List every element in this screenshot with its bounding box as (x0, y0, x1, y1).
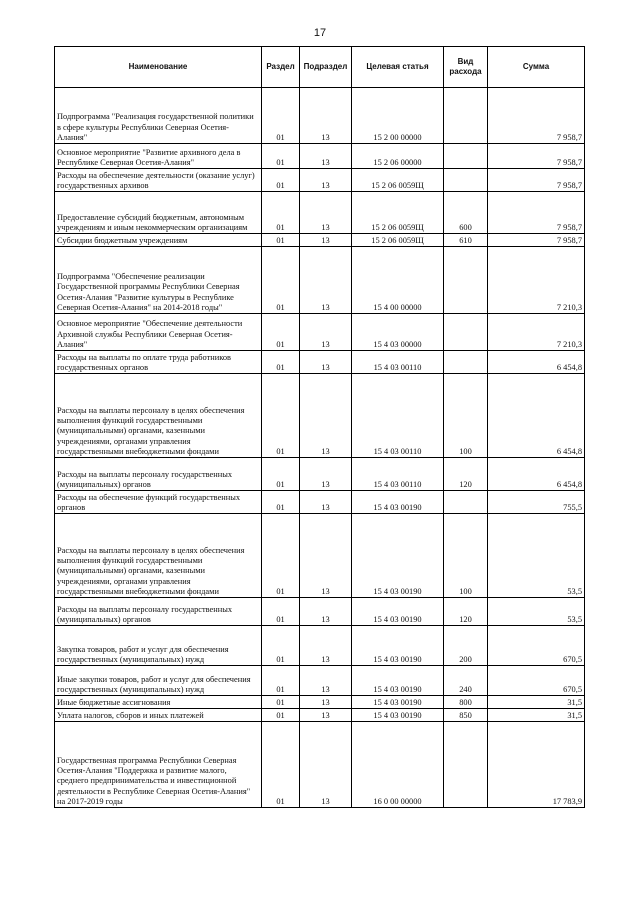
row-name-cell: Расходы на обеспечение функций государственных органов (55, 491, 262, 514)
row-name-cell: Предоставление субсидий бюджетным, автономным учреждениям и иным некоммерческим организациям (55, 192, 262, 234)
row-summa-cell: 31,5 (488, 696, 585, 709)
row-statya-cell: 15 4 03 00110 (352, 374, 444, 458)
row-statya-cell: 15 2 06 0059Щ (352, 169, 444, 192)
row-summa-cell: 7 958,7 (488, 192, 585, 234)
row-name-cell: Расходы на выплаты по оплате труда работников государственных органов (55, 351, 262, 374)
row-podrazdel-cell: 13 (300, 247, 352, 314)
row-razdel-cell: 01 (262, 598, 300, 626)
row-summa-cell: 7 958,7 (488, 144, 585, 169)
row-razdel-cell: 01 (262, 144, 300, 169)
row-name-cell: Расходы на обеспечение деятельности (оказание услуг) государственных архивов (55, 169, 262, 192)
row-summa-cell: 17 783,9 (488, 722, 585, 808)
row-summa-cell: 53,5 (488, 598, 585, 626)
row-vid-cell (444, 169, 488, 192)
row-summa-cell: 755,5 (488, 491, 585, 514)
table-row (55, 374, 585, 458)
row-name-cell: Расходы на выплаты персоналу государственных (муниципальных) органов (55, 458, 262, 491)
row-razdel-cell: 01 (262, 514, 300, 598)
row-razdel-cell: 01 (262, 709, 300, 722)
row-podrazdel-cell: 13 (300, 314, 352, 351)
row-razdel-cell: 01 (262, 696, 300, 709)
row-razdel-cell: 01 (262, 374, 300, 458)
row-summa-cell: 31,5 (488, 709, 585, 722)
column-header-summa: Сумма (488, 47, 585, 88)
row-podrazdel-cell: 13 (300, 696, 352, 709)
row-podrazdel-cell: 13 (300, 626, 352, 666)
row-razdel-cell: 01 (262, 351, 300, 374)
row-summa-cell: 670,5 (488, 626, 585, 666)
row-statya-cell: 15 4 03 00190 (352, 626, 444, 666)
row-name-cell: Субсидии бюджетным учреждениям (55, 234, 262, 247)
table-header-row (55, 47, 585, 88)
table-row (55, 247, 585, 314)
row-name-cell: Расходы на выплаты персоналу в целях обеспечения выполнения функций государственными (муниципальными) органами, казенными учреждениями, органами управления государственными внебюджетными фондами (55, 514, 262, 598)
row-razdel-cell: 01 (262, 666, 300, 696)
table-row (55, 458, 585, 491)
table-row (55, 169, 585, 192)
table-row (55, 314, 585, 351)
row-vid-cell: 610 (444, 234, 488, 247)
row-razdel-cell: 01 (262, 169, 300, 192)
column-header-razdel: Раздел (262, 47, 300, 88)
table-row (55, 709, 585, 722)
row-podrazdel-cell: 13 (300, 192, 352, 234)
row-summa-cell: 7 958,7 (488, 169, 585, 192)
row-name-cell: Подпрограмма "Обеспечение реализации Государственной программы Республики Северная Осетия-Алания "Развитие культуры в Республике Северная Осетия-Алания" на 2014-2018 годы" (55, 247, 262, 314)
row-razdel-cell: 01 (262, 88, 300, 144)
row-summa-cell: 670,5 (488, 666, 585, 696)
row-podrazdel-cell: 13 (300, 709, 352, 722)
row-podrazdel-cell: 13 (300, 514, 352, 598)
row-podrazdel-cell: 13 (300, 722, 352, 808)
row-vid-cell (444, 88, 488, 144)
row-vid-cell: 100 (444, 374, 488, 458)
row-summa-cell: 6 454,8 (488, 374, 585, 458)
row-podrazdel-cell: 13 (300, 234, 352, 247)
row-name-cell: Иные закупки товаров, работ и услуг для обеспечения государственных (муниципальных) нужд (55, 666, 262, 696)
row-statya-cell: 16 0 00 00000 (352, 722, 444, 808)
row-podrazdel-cell: 13 (300, 666, 352, 696)
budget-table (54, 46, 585, 808)
row-podrazdel-cell: 13 (300, 144, 352, 169)
row-podrazdel-cell: 13 (300, 598, 352, 626)
column-header-podrazdel: Подраздел (300, 47, 352, 88)
row-statya-cell: 15 2 00 00000 (352, 88, 444, 144)
table-row (55, 514, 585, 598)
row-vid-cell: 600 (444, 192, 488, 234)
row-statya-cell: 15 4 00 00000 (352, 247, 444, 314)
column-header-statya: Целевая статья (352, 47, 444, 88)
table-row (55, 192, 585, 234)
row-summa-cell: 7 210,3 (488, 314, 585, 351)
row-name-cell: Расходы на выплаты персоналу в целях обеспечения выполнения функций государственными (муниципальными) органами, казенными учреждениями, органами управления государственными внебюджетными фондами (55, 374, 262, 458)
row-podrazdel-cell: 13 (300, 491, 352, 514)
row-name-cell: Государственная программа Республики Северная Осетия-Алания "Поддержка и развитие малого, среднего предпринимательства и инвестиционной деятельности в Республике Северная Осетия-Алания" на 2017-2019 годы (55, 722, 262, 808)
row-statya-cell: 15 2 06 00000 (352, 144, 444, 169)
row-vid-cell (444, 314, 488, 351)
row-razdel-cell: 01 (262, 458, 300, 491)
row-statya-cell: 15 4 03 00190 (352, 696, 444, 709)
row-statya-cell: 15 4 03 00190 (352, 491, 444, 514)
row-vid-cell (444, 722, 488, 808)
row-name-cell: Уплата налогов, сборов и иных платежей (55, 709, 262, 722)
row-summa-cell: 6 454,8 (488, 351, 585, 374)
row-statya-cell: 15 2 06 0059Щ (352, 234, 444, 247)
table-row (55, 598, 585, 626)
row-statya-cell: 15 4 03 00190 (352, 598, 444, 626)
row-razdel-cell: 01 (262, 626, 300, 666)
row-statya-cell: 15 2 06 0059Щ (352, 192, 444, 234)
table-row (55, 88, 585, 144)
row-razdel-cell: 01 (262, 491, 300, 514)
row-vid-cell (444, 351, 488, 374)
table-row (55, 144, 585, 169)
table-row (55, 234, 585, 247)
row-statya-cell: 15 4 03 00110 (352, 351, 444, 374)
row-razdel-cell: 01 (262, 192, 300, 234)
table-row (55, 626, 585, 666)
row-name-cell: Иные бюджетные ассигнования (55, 696, 262, 709)
row-vid-cell: 120 (444, 458, 488, 491)
row-podrazdel-cell: 13 (300, 169, 352, 192)
row-statya-cell: 15 4 03 00190 (352, 514, 444, 598)
row-podrazdel-cell: 13 (300, 458, 352, 491)
page-number: 17 (313, 27, 327, 39)
row-summa-cell: 7 210,3 (488, 247, 585, 314)
row-summa-cell: 7 958,7 (488, 234, 585, 247)
row-podrazdel-cell: 13 (300, 374, 352, 458)
row-statya-cell: 15 4 03 00110 (352, 458, 444, 491)
column-header-name: Наименование (55, 47, 262, 88)
row-name-cell: Подпрограмма "Реализация государственной политики в сфере культуры Республики Северная Осетия-Алания" (55, 88, 262, 144)
row-podrazdel-cell: 13 (300, 88, 352, 144)
table-row (55, 351, 585, 374)
column-header-vid: Вид расхода (444, 47, 488, 88)
row-vid-cell (444, 247, 488, 314)
row-name-cell: Основное мероприятие "Развитие архивного дела в Республике Северная Осетия-Алания" (55, 144, 262, 169)
table-row (55, 696, 585, 709)
row-vid-cell: 120 (444, 598, 488, 626)
row-podrazdel-cell: 13 (300, 351, 352, 374)
row-vid-cell: 200 (444, 626, 488, 666)
table-row (55, 491, 585, 514)
row-razdel-cell: 01 (262, 314, 300, 351)
row-vid-cell: 800 (444, 696, 488, 709)
table-row (55, 722, 585, 808)
row-vid-cell (444, 491, 488, 514)
row-vid-cell: 240 (444, 666, 488, 696)
row-razdel-cell: 01 (262, 722, 300, 808)
row-razdel-cell: 01 (262, 234, 300, 247)
row-summa-cell: 6 454,8 (488, 458, 585, 491)
row-statya-cell: 15 4 03 00190 (352, 666, 444, 696)
row-summa-cell: 7 958,7 (488, 88, 585, 144)
row-statya-cell: 15 4 03 00190 (352, 709, 444, 722)
table-row (55, 666, 585, 696)
row-name-cell: Основное мероприятие "Обеспечение деятельности Архивной службы Республики Северная Осетия-Алания" (55, 314, 262, 351)
row-vid-cell (444, 144, 488, 169)
row-vid-cell: 100 (444, 514, 488, 598)
row-name-cell: Закупка товаров, работ и услуг для обеспечения государственных (муниципальных) нужд (55, 626, 262, 666)
row-name-cell: Расходы на выплаты персоналу государственных (муниципальных) органов (55, 598, 262, 626)
row-vid-cell: 850 (444, 709, 488, 722)
row-summa-cell: 53,5 (488, 514, 585, 598)
row-statya-cell: 15 4 03 00000 (352, 314, 444, 351)
row-razdel-cell: 01 (262, 247, 300, 314)
